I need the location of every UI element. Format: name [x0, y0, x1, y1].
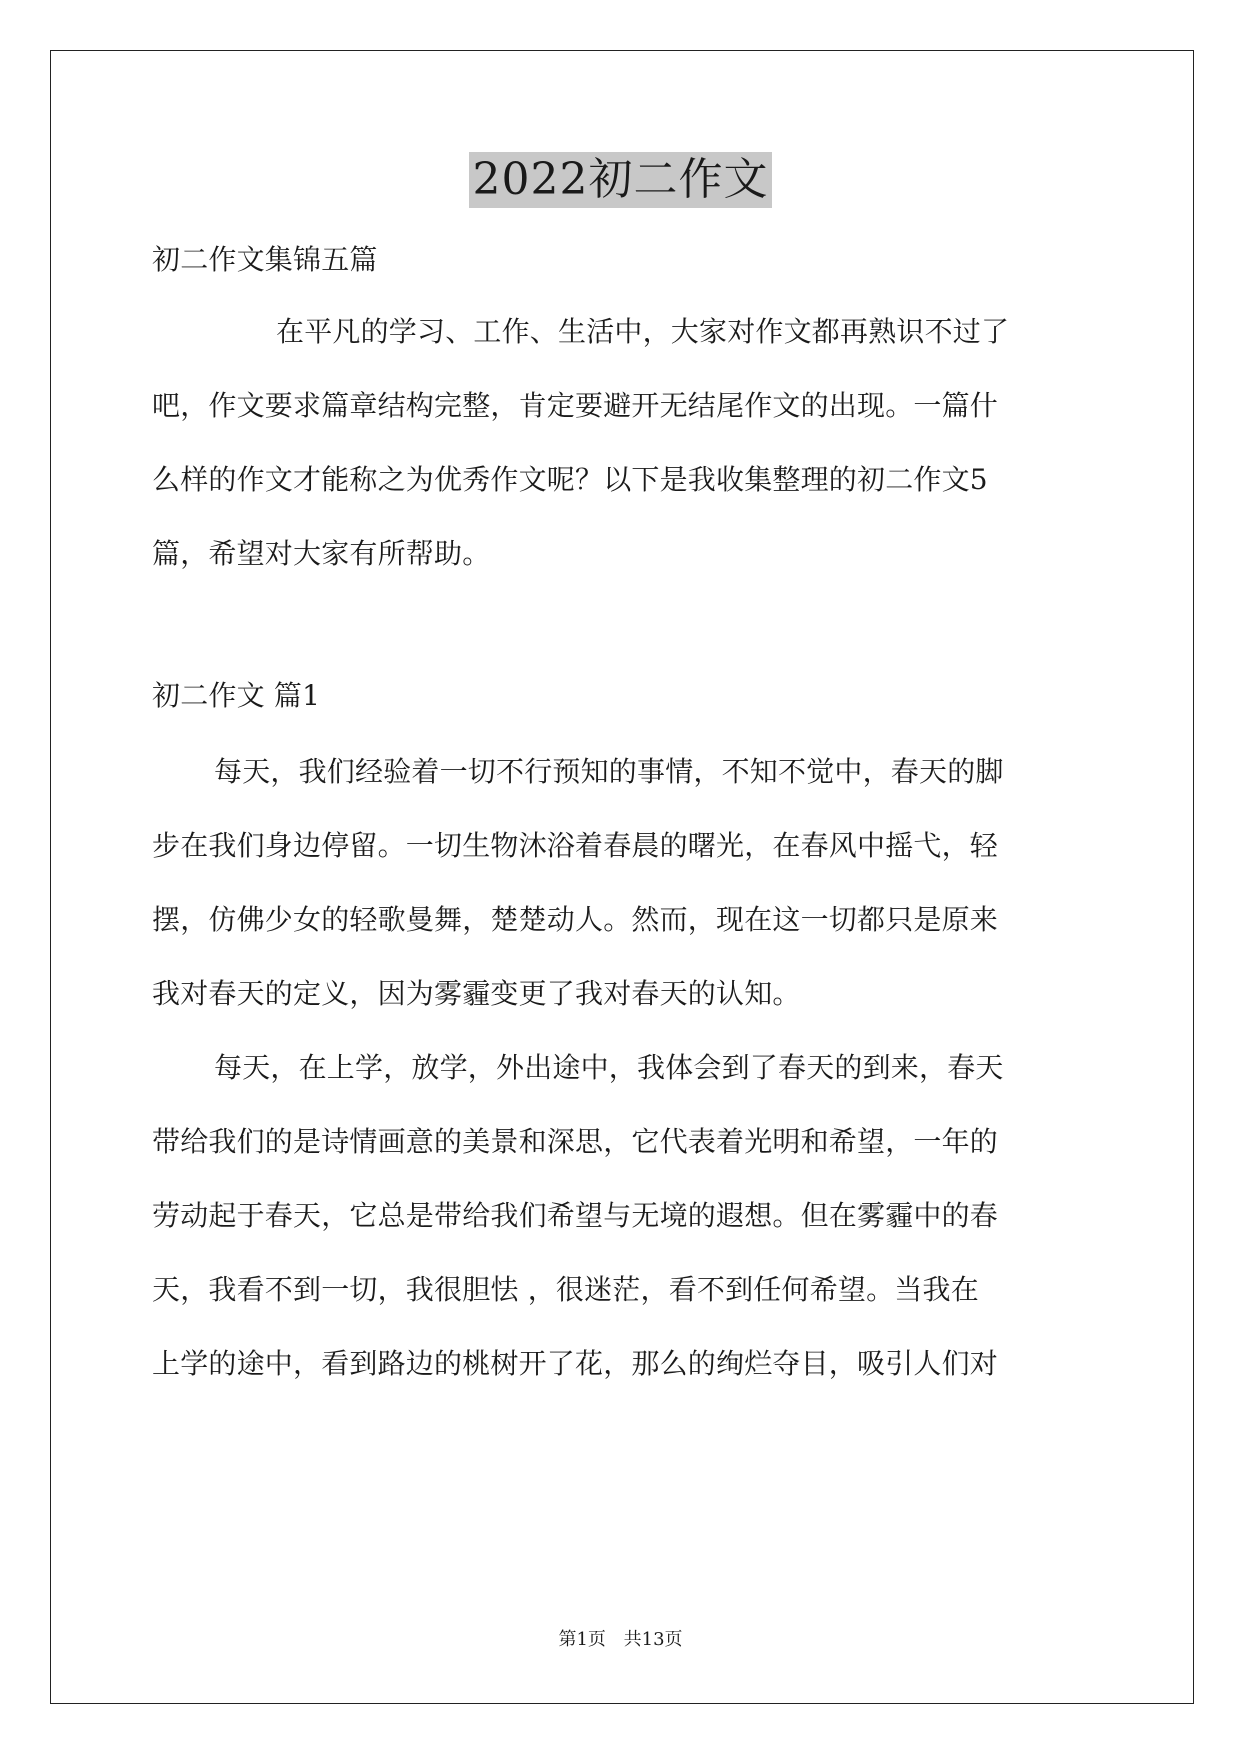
para1-line-2: 步在我们身边停留。一切生物沐浴着春晨的曙光，在春风中摇弋，轻	[152, 829, 999, 862]
para2-line-4: 天，我看不到一切，我很胆怯 ，很迷茫，看不到任何希望。当我在	[152, 1273, 979, 1306]
para2-line-5: 上学的途中，看到路边的桃树开了花，那么的绚烂夺目，吸引人们对	[152, 1347, 999, 1380]
intro-line-2: 吧，作文要求篇章结构完整，肯定要避开无结尾作文的出现。一篇什	[152, 389, 999, 422]
para2-line-3: 劳动起于春天，它总是带给我们希望与无境的遐想。但在雾霾中的春	[152, 1199, 999, 1232]
intro-line-4: 篇，希望对大家有所帮助。	[152, 537, 491, 570]
para1-line-4: 我对春天的定义，因为雾霾变更了我对春天的认知。	[152, 977, 801, 1010]
intro-line-1: 在平凡的学习、工作、生活中，大家对作文都再熟识不过了	[276, 315, 1010, 348]
title-container	[0, 152, 1241, 208]
para2-line-1: 每天，在上学，放学，外出途中，我体会到了春天的到来，春天	[214, 1051, 1004, 1084]
section-heading: 初二作文 篇1	[152, 679, 321, 712]
para2-line-2: 带给我们的是诗情画意的美景和深思，它代表着光明和希望，一年的	[152, 1125, 999, 1158]
intro-line-3: 么样的作文才能称之为优秀作文呢？以下是我收集整理的初二作文5	[152, 463, 988, 496]
page-number: 第1页	[558, 1629, 606, 1650]
para1-line-3: 摆，仿佛少女的轻歌曼舞，楚楚动人。然而，现在这一切都只是原来	[152, 903, 999, 936]
page-border	[50, 50, 1194, 1704]
para1-line-1: 每天，我们经验着一切不行预知的事情，不知不觉中，春天的脚	[214, 755, 1004, 788]
page-footer	[0, 1628, 1241, 1652]
page-total: 共13页	[623, 1629, 683, 1650]
document-title: 2022初二作文	[469, 152, 773, 208]
document-subtitle: 初二作文集锦五篇	[152, 243, 378, 276]
